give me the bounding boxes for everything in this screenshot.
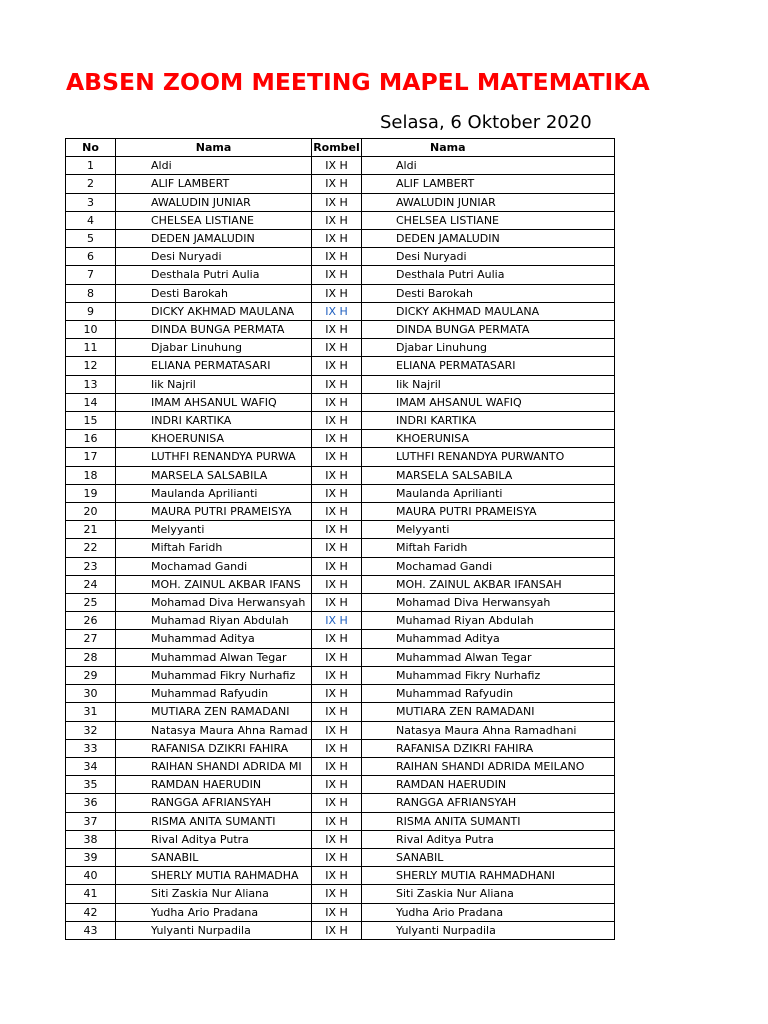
row-number-cell: 2 xyxy=(66,175,116,193)
table-row xyxy=(66,539,615,557)
table-row xyxy=(66,594,615,612)
table-body xyxy=(66,157,615,940)
student-name-cell: Djabar Linuhung xyxy=(116,339,312,357)
student-name-cell: RAMDAN HAERUDIN xyxy=(116,776,312,794)
student-name-cell: Natasya Maura Ahna Ramad xyxy=(116,721,312,739)
student-name-cell: SHERLY MUTIA RAHMADHA xyxy=(116,867,312,885)
row-number-cell: 13 xyxy=(66,375,116,393)
student-name-cell: Muhammad Fikry Nurhafiz xyxy=(116,666,312,684)
student-name-repeat-cell: RISMA ANITA SUMANTI xyxy=(362,812,615,830)
row-number-cell: 39 xyxy=(66,848,116,866)
student-name-repeat-cell: CHELSEA LISTIANE xyxy=(362,211,615,229)
table-row xyxy=(66,739,615,757)
header-nama-2: Nama xyxy=(362,139,615,157)
table-row xyxy=(66,157,615,175)
row-number-cell: 38 xyxy=(66,830,116,848)
table-row xyxy=(66,612,615,630)
table-row xyxy=(66,484,615,502)
table-row xyxy=(66,503,615,521)
row-number-cell: 33 xyxy=(66,739,116,757)
student-name-cell: MOH. ZAINUL AKBAR IFANS xyxy=(116,575,312,593)
rombel-cell: IX H xyxy=(312,430,362,448)
student-name-cell: MARSELA SALSABILA xyxy=(116,466,312,484)
student-name-cell: Yulyanti Nurpadila xyxy=(116,921,312,939)
student-name-cell: KHOERUNISA xyxy=(116,430,312,448)
student-name-cell: Muhamad Riyan Abdulah xyxy=(116,612,312,630)
student-name-cell: Mohamad Diva Herwansyah xyxy=(116,594,312,612)
student-name-repeat-cell: MOH. ZAINUL AKBAR IFANSAH xyxy=(362,575,615,593)
rombel-cell: IX H xyxy=(312,412,362,430)
student-name-cell: INDRI KARTIKA xyxy=(116,412,312,430)
row-number-cell: 29 xyxy=(66,666,116,684)
rombel-cell: IX H xyxy=(312,757,362,775)
row-number-cell: 41 xyxy=(66,885,116,903)
row-number-cell: 1 xyxy=(66,157,116,175)
table-row xyxy=(66,430,615,448)
student-name-repeat-cell: Rival Aditya Putra xyxy=(362,830,615,848)
student-name-cell: SANABIL xyxy=(116,848,312,866)
student-name-repeat-cell: Aldi xyxy=(362,157,615,175)
student-name-repeat-cell: Muhammad Alwan Tegar xyxy=(362,648,615,666)
row-number-cell: 15 xyxy=(66,412,116,430)
student-name-repeat-cell: Natasya Maura Ahna Ramadhani xyxy=(362,721,615,739)
student-name-cell: Maulanda Aprilianti xyxy=(116,484,312,502)
table-row xyxy=(66,302,615,320)
student-name-repeat-cell: SANABIL xyxy=(362,848,615,866)
table-row xyxy=(66,575,615,593)
student-name-repeat-cell: RAIHAN SHANDI ADRIDA MEILANO xyxy=(362,757,615,775)
row-number-cell: 11 xyxy=(66,339,116,357)
student-name-repeat-cell: Yulyanti Nurpadila xyxy=(362,921,615,939)
student-name-cell: Iik Najril xyxy=(116,375,312,393)
table-row xyxy=(66,666,615,684)
row-number-cell: 18 xyxy=(66,466,116,484)
student-name-cell: IMAM AHSANUL WAFIQ xyxy=(116,393,312,411)
rombel-cell: IX H xyxy=(312,230,362,248)
rombel-cell: IX H xyxy=(312,466,362,484)
rombel-cell: IX H xyxy=(312,648,362,666)
student-name-repeat-cell: RANGGA AFRIANSYAH xyxy=(362,794,615,812)
student-name-repeat-cell: MUTIARA ZEN RAMADANI xyxy=(362,703,615,721)
meeting-date: Selasa, 6 Oktober 2020 xyxy=(380,112,592,133)
student-name-repeat-cell: ELIANA PERMATASARI xyxy=(362,357,615,375)
table-row xyxy=(66,757,615,775)
table-row xyxy=(66,703,615,721)
student-name-repeat-cell: SHERLY MUTIA RAHMADHANI xyxy=(362,867,615,885)
rombel-cell: IX H xyxy=(312,393,362,411)
student-name-repeat-cell: DINDA BUNGA PERMATA xyxy=(362,321,615,339)
rombel-cell: IX H xyxy=(312,211,362,229)
rombel-cell: IX H xyxy=(312,903,362,921)
student-name-cell: RANGGA AFRIANSYAH xyxy=(116,794,312,812)
table-row xyxy=(66,448,615,466)
rombel-cell: IX H xyxy=(312,776,362,794)
table-row xyxy=(66,812,615,830)
table-row xyxy=(66,685,615,703)
table-row xyxy=(66,357,615,375)
attendance-table xyxy=(65,138,615,940)
row-number-cell: 42 xyxy=(66,903,116,921)
table-row xyxy=(66,193,615,211)
student-name-repeat-cell: Muhammad Fikry Nurhafiz xyxy=(362,666,615,684)
table-row xyxy=(66,721,615,739)
student-name-cell: Desthala Putri Aulia xyxy=(116,266,312,284)
table-row xyxy=(66,830,615,848)
row-number-cell: 24 xyxy=(66,575,116,593)
student-name-repeat-cell: Desi Nuryadi xyxy=(362,248,615,266)
rombel-cell: IX H xyxy=(312,375,362,393)
table-row xyxy=(66,175,615,193)
student-name-repeat-cell: LUTHFI RENANDYA PURWANTO xyxy=(362,448,615,466)
student-name-cell: Desti Barokah xyxy=(116,284,312,302)
rombel-cell: IX H xyxy=(312,193,362,211)
student-name-repeat-cell: Iik Najril xyxy=(362,375,615,393)
row-number-cell: 4 xyxy=(66,211,116,229)
table-row xyxy=(66,630,615,648)
student-name-cell: AWALUDIN JUNIAR xyxy=(116,193,312,211)
row-number-cell: 17 xyxy=(66,448,116,466)
student-name-cell: Melyyanti xyxy=(116,521,312,539)
table-row xyxy=(66,466,615,484)
table-row xyxy=(66,284,615,302)
row-number-cell: 34 xyxy=(66,757,116,775)
row-number-cell: 37 xyxy=(66,812,116,830)
student-name-repeat-cell: DEDEN JAMALUDIN xyxy=(362,230,615,248)
row-number-cell: 31 xyxy=(66,703,116,721)
rombel-cell: IX H xyxy=(312,521,362,539)
student-name-repeat-cell: MARSELA SALSABILA xyxy=(362,466,615,484)
row-number-cell: 25 xyxy=(66,594,116,612)
rombel-cell: IX H xyxy=(312,248,362,266)
rombel-cell: IX H xyxy=(312,921,362,939)
row-number-cell: 7 xyxy=(66,266,116,284)
student-name-repeat-cell: Melyyanti xyxy=(362,521,615,539)
student-name-repeat-cell: Maulanda Aprilianti xyxy=(362,484,615,502)
rombel-cell: IX H xyxy=(312,357,362,375)
student-name-repeat-cell: Muhammad Rafyudin xyxy=(362,685,615,703)
table-row xyxy=(66,648,615,666)
table-row xyxy=(66,375,615,393)
row-number-cell: 22 xyxy=(66,539,116,557)
student-name-repeat-cell: MAURA PUTRI PRAMEISYA xyxy=(362,503,615,521)
table-row xyxy=(66,794,615,812)
student-name-cell: Siti Zaskia Nur Aliana xyxy=(116,885,312,903)
row-number-cell: 16 xyxy=(66,430,116,448)
student-name-cell: RAFANISA DZIKRI FAHIRA xyxy=(116,739,312,757)
row-number-cell: 23 xyxy=(66,557,116,575)
rombel-cell: IX H xyxy=(312,448,362,466)
table-row xyxy=(66,266,615,284)
table-row xyxy=(66,339,615,357)
table-row xyxy=(66,521,615,539)
student-name-cell: Miftah Faridh xyxy=(116,539,312,557)
student-name-cell: Mochamad Gandi xyxy=(116,557,312,575)
row-number-cell: 32 xyxy=(66,721,116,739)
rombel-cell: IX H xyxy=(312,739,362,757)
table-row xyxy=(66,412,615,430)
student-name-cell: DICKY AKHMAD MAULANA xyxy=(116,302,312,320)
row-number-cell: 20 xyxy=(66,503,116,521)
rombel-cell: IX H xyxy=(312,175,362,193)
rombel-cell: IX H xyxy=(312,685,362,703)
row-number-cell: 36 xyxy=(66,794,116,812)
row-number-cell: 40 xyxy=(66,867,116,885)
rombel-cell: IX H xyxy=(312,557,362,575)
student-name-cell: Yudha Ario Pradana xyxy=(116,903,312,921)
student-name-repeat-cell: Djabar Linuhung xyxy=(362,339,615,357)
student-name-repeat-cell: Muhammad Aditya xyxy=(362,630,615,648)
student-name-repeat-cell: Mochamad Gandi xyxy=(362,557,615,575)
row-number-cell: 26 xyxy=(66,612,116,630)
student-name-repeat-cell: Desti Barokah xyxy=(362,284,615,302)
student-name-repeat-cell: DICKY AKHMAD MAULANA xyxy=(362,302,615,320)
rombel-cell: IX H xyxy=(312,157,362,175)
table-row xyxy=(66,848,615,866)
header-no: No xyxy=(66,139,116,157)
student-name-repeat-cell: Miftah Faridh xyxy=(362,539,615,557)
rombel-cell: IX H xyxy=(312,321,362,339)
table-row xyxy=(66,903,615,921)
row-number-cell: 30 xyxy=(66,685,116,703)
row-number-cell: 8 xyxy=(66,284,116,302)
rombel-cell: IX H xyxy=(312,794,362,812)
student-name-cell: MAURA PUTRI PRAMEISYA xyxy=(116,503,312,521)
student-name-repeat-cell: Desthala Putri Aulia xyxy=(362,266,615,284)
rombel-cell: IX H xyxy=(312,339,362,357)
rombel-cell: IX H xyxy=(312,830,362,848)
rombel-cell: IX H xyxy=(312,575,362,593)
table-row xyxy=(66,867,615,885)
table-row xyxy=(66,393,615,411)
row-number-cell: 3 xyxy=(66,193,116,211)
row-number-cell: 35 xyxy=(66,776,116,794)
row-number-cell: 6 xyxy=(66,248,116,266)
student-name-cell: DEDEN JAMALUDIN xyxy=(116,230,312,248)
rombel-cell: IX H xyxy=(312,302,362,320)
student-name-cell: ALIF LAMBERT xyxy=(116,175,312,193)
table-row xyxy=(66,921,615,939)
student-name-repeat-cell: Mohamad Diva Herwansyah xyxy=(362,594,615,612)
student-name-cell: DINDA BUNGA PERMATA xyxy=(116,321,312,339)
row-number-cell: 10 xyxy=(66,321,116,339)
row-number-cell: 43 xyxy=(66,921,116,939)
header-row xyxy=(66,139,615,157)
table-row xyxy=(66,248,615,266)
student-name-cell: Desi Nuryadi xyxy=(116,248,312,266)
student-name-repeat-cell: ALIF LAMBERT xyxy=(362,175,615,193)
table-row xyxy=(66,885,615,903)
page-title: ABSEN ZOOM MEETING MAPEL MATEMATIKA xyxy=(66,68,650,96)
rombel-cell: IX H xyxy=(312,630,362,648)
row-number-cell: 9 xyxy=(66,302,116,320)
table-row xyxy=(66,211,615,229)
header-rombel: Rombel xyxy=(312,139,362,157)
student-name-cell: Muhammad Aditya xyxy=(116,630,312,648)
rombel-cell: IX H xyxy=(312,539,362,557)
rombel-cell: IX H xyxy=(312,266,362,284)
rombel-cell: IX H xyxy=(312,885,362,903)
student-name-cell: RAIHAN SHANDI ADRIDA MI xyxy=(116,757,312,775)
table-row xyxy=(66,557,615,575)
table-row xyxy=(66,230,615,248)
rombel-cell: IX H xyxy=(312,484,362,502)
rombel-cell: IX H xyxy=(312,594,362,612)
table-row xyxy=(66,321,615,339)
student-name-repeat-cell: IMAM AHSANUL WAFIQ xyxy=(362,393,615,411)
student-name-cell: Aldi xyxy=(116,157,312,175)
student-name-cell: RISMA ANITA SUMANTI xyxy=(116,812,312,830)
row-number-cell: 21 xyxy=(66,521,116,539)
rombel-cell: IX H xyxy=(312,612,362,630)
student-name-cell: LUTHFI RENANDYA PURWA xyxy=(116,448,312,466)
row-number-cell: 19 xyxy=(66,484,116,502)
student-name-cell: ELIANA PERMATASARI xyxy=(116,357,312,375)
table-row xyxy=(66,776,615,794)
rombel-cell: IX H xyxy=(312,503,362,521)
student-name-repeat-cell: RAFANISA DZIKRI FAHIRA xyxy=(362,739,615,757)
row-number-cell: 5 xyxy=(66,230,116,248)
student-name-repeat-cell: INDRI KARTIKA xyxy=(362,412,615,430)
student-name-cell: MUTIARA ZEN RAMADANI xyxy=(116,703,312,721)
student-name-repeat-cell: Yudha Ario Pradana xyxy=(362,903,615,921)
rombel-cell: IX H xyxy=(312,848,362,866)
student-name-repeat-cell: Siti Zaskia Nur Aliana xyxy=(362,885,615,903)
student-name-repeat-cell: KHOERUNISA xyxy=(362,430,615,448)
student-name-cell: Muhammad Rafyudin xyxy=(116,685,312,703)
student-name-repeat-cell: Muhamad Riyan Abdulah xyxy=(362,612,615,630)
rombel-cell: IX H xyxy=(312,867,362,885)
student-name-repeat-cell: AWALUDIN JUNIAR xyxy=(362,193,615,211)
rombel-cell: IX H xyxy=(312,812,362,830)
rombel-cell: IX H xyxy=(312,284,362,302)
header-nama: Nama xyxy=(116,139,312,157)
student-name-cell: Muhammad Alwan Tegar xyxy=(116,648,312,666)
student-name-cell: CHELSEA LISTIANE xyxy=(116,211,312,229)
student-name-repeat-cell: RAMDAN HAERUDIN xyxy=(362,776,615,794)
row-number-cell: 14 xyxy=(66,393,116,411)
rombel-cell: IX H xyxy=(312,666,362,684)
rombel-cell: IX H xyxy=(312,721,362,739)
row-number-cell: 28 xyxy=(66,648,116,666)
row-number-cell: 12 xyxy=(66,357,116,375)
row-number-cell: 27 xyxy=(66,630,116,648)
student-name-cell: Rival Aditya Putra xyxy=(116,830,312,848)
rombel-cell: IX H xyxy=(312,703,362,721)
